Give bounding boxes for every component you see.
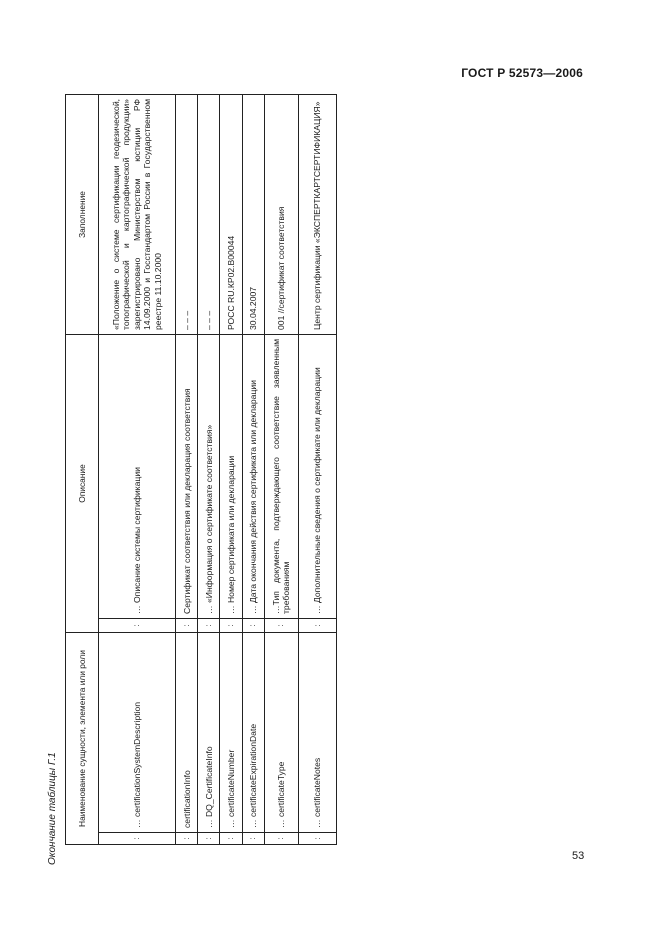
table-row <box>264 94 298 844</box>
element-name: … certificateNotes <box>298 633 336 833</box>
element-fill: – – – <box>176 94 198 334</box>
table-row <box>176 94 198 844</box>
element-description: … Дополнительные сведения о сертификате или декларации <box>298 334 336 618</box>
standard-header: ГОСТ Р 52573—2006 <box>461 66 583 80</box>
row-marker: : <box>298 833 336 845</box>
element-fill: РОСС RU.КР02.В00044 <box>220 94 242 334</box>
element-name: … certificateType <box>264 633 298 833</box>
certification-table <box>65 94 337 845</box>
row-marker: : <box>176 833 198 845</box>
element-description: … Дата окончания действия сертификата или декларации <box>242 334 264 618</box>
element-description: Сертификат соответствия или декларация соответствия <box>176 334 198 618</box>
row-marker: : <box>220 619 242 633</box>
row-marker: : <box>99 833 176 845</box>
table-header-row <box>66 94 99 844</box>
element-description: … «Информация о сертификате соответствия» <box>198 334 220 618</box>
row-marker: : <box>198 833 220 845</box>
row-marker: : <box>176 619 198 633</box>
element-fill: 30.04.2007 <box>242 94 264 334</box>
element-description: … Номер сертификата или декларации <box>220 334 242 618</box>
table-row <box>298 94 336 844</box>
table-caption: Окончание таблицы Г.1 <box>47 752 58 865</box>
element-description: … Описание системы сертификации <box>99 334 176 618</box>
table-row <box>198 94 220 844</box>
row-marker: : <box>99 619 176 633</box>
row-marker: : <box>242 833 264 845</box>
row-marker: : <box>298 619 336 633</box>
element-fill: Центр сертификации «ЭКСПЕРТКАРТСЕРТИФИКАЦИЯ» <box>298 94 336 334</box>
row-marker: : <box>242 619 264 633</box>
row-marker: : <box>198 619 220 633</box>
page-number: 53 <box>572 850 585 862</box>
element-name: … DQ_CertificateInfo <box>198 633 220 833</box>
element-description: …Тип документа, подтверждающего соответствие заявленным требованиям <box>264 334 298 618</box>
element-name: … certificationSystemDescription <box>99 633 176 833</box>
row-marker: : <box>220 833 242 845</box>
row-marker: : <box>264 619 298 633</box>
element-fill: – – – <box>198 94 220 334</box>
column-header-description: Описание <box>66 334 99 632</box>
element-fill: 001 //сертификат соответствия <box>264 94 298 334</box>
column-header-name: Наименование сущности, элемента или роли <box>66 633 99 845</box>
table-row <box>220 94 242 844</box>
row-marker: : <box>264 833 298 845</box>
element-name: certificationInfo <box>176 633 198 833</box>
column-header-fill: Заполнение <box>66 94 99 334</box>
table-row <box>242 94 264 844</box>
element-fill: «Положение о системе сертификации геодезической, топографической и картографической продукции» зарегистрировано Министерством юстиции РФ 14.09.2000 и Госстандартом России в Государственном реестре 11.10.2000 <box>99 94 176 334</box>
table-row <box>99 94 176 844</box>
element-name: … certificateNumber <box>220 633 242 833</box>
rotated-table-wrapper <box>65 95 337 845</box>
element-name: … certificateExpirationDate <box>242 633 264 833</box>
